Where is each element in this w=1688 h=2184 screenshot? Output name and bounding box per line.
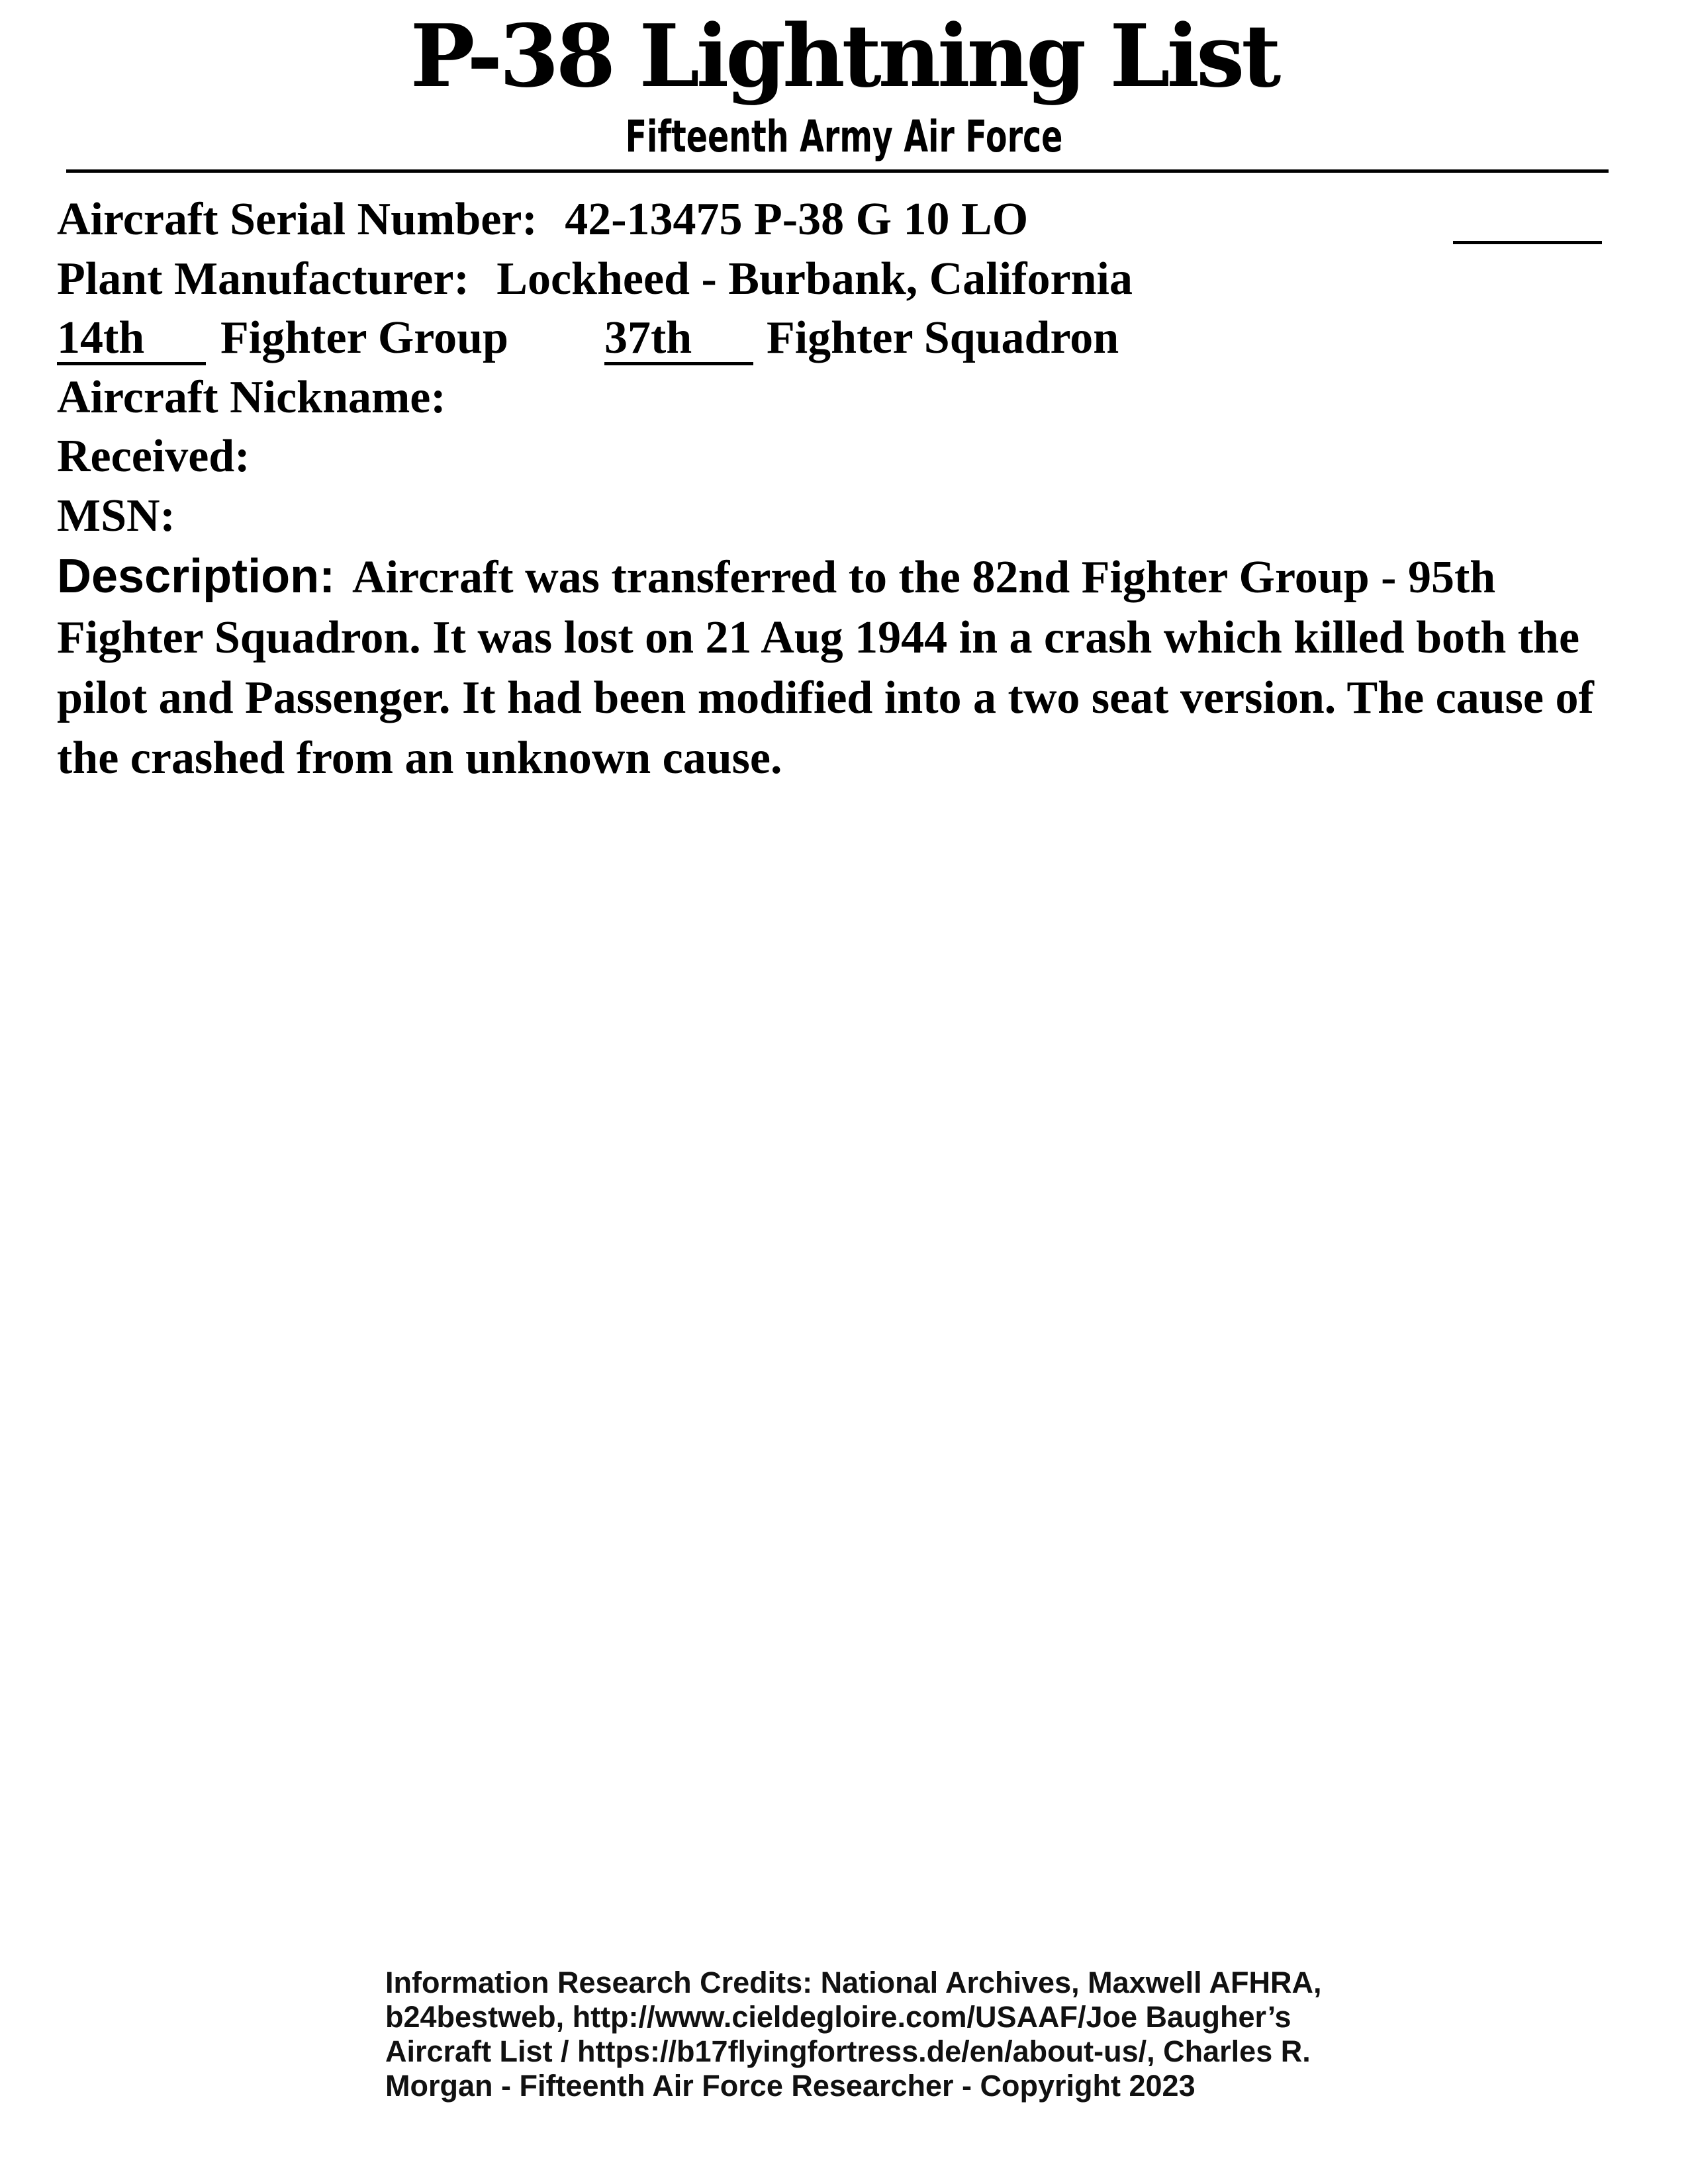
header-divider xyxy=(66,169,1609,173)
nickname-label: Aircraft Nickname: xyxy=(57,372,446,423)
received-label: Received: xyxy=(57,431,250,482)
squadron-number-field xyxy=(604,308,753,368)
manufacturer-label: Plant Manufacturer: xyxy=(57,253,469,304)
unit-row xyxy=(57,308,1119,368)
manufacturer-row xyxy=(57,250,1133,309)
group-label: Fighter Group xyxy=(220,312,508,363)
page-subtitle: Fifteenth Army Air Force xyxy=(625,111,1063,162)
description xyxy=(57,547,1632,788)
group-number: 14th xyxy=(57,312,145,363)
page-title: P-38 Lightning List xyxy=(410,5,1278,107)
group-number-field xyxy=(57,308,206,368)
research-credits: Information Research Credits: National Archives, Maxwell AFHRA, b24bestweb, http://www.cieldegloire.com/USAAF/Joe Baugher’s Aircraft List / https://b17flyingfortress.de/en/about-us/, Charles R. Morgan - Fifteenth Air Force Researcher - Copyright 2023 xyxy=(385,1966,1322,2103)
serial-value: 42-13475 P-38 G 10 LO xyxy=(565,194,1029,245)
msn-label: MSN: xyxy=(57,490,175,541)
squadron-label: Fighter Squadron xyxy=(766,312,1119,363)
squadron-number: 37th xyxy=(604,312,692,363)
serial-row xyxy=(57,190,1028,250)
description-label: Description: xyxy=(57,550,336,603)
serial-label: Aircraft Serial Number: xyxy=(57,194,538,245)
blank-line xyxy=(1453,241,1602,244)
manufacturer-value: Lockheed - Burbank, California xyxy=(496,253,1133,304)
description-text: Aircraft was transferred to the 82nd Fighter Group - 95th Fighter Squadron. It was lost on 21 Aug 1944 in a crash which killed both the pilot and Passenger. It had been modified into a two seat version. The cause of the crashed from an unknown cause. xyxy=(57,552,1594,784)
